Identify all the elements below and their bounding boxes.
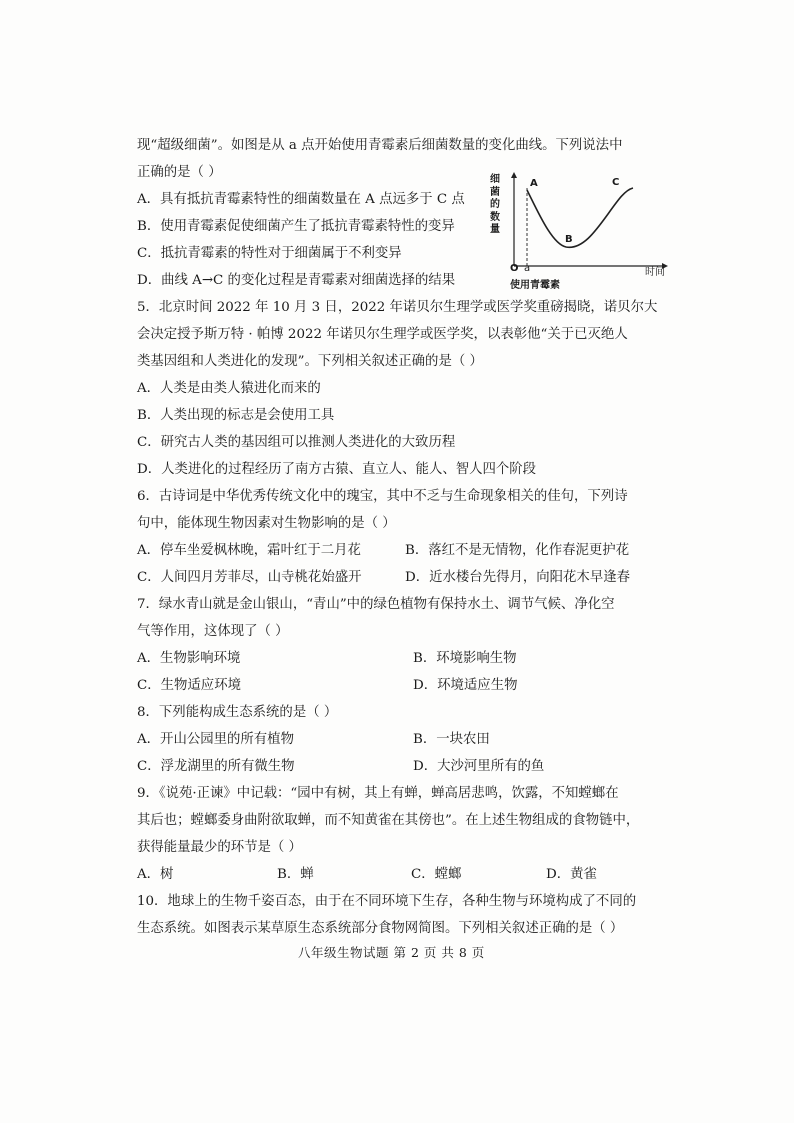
q8-option-c: C．浮龙湖里的所有微生物 bbox=[137, 759, 295, 774]
q9-option-a: A．树 bbox=[137, 867, 174, 882]
q9-stem-line-3: 获得能量最少的环节是（ ） bbox=[137, 840, 302, 855]
q10-stem-line-1: 10．地球上的生物千姿百态，由于在不同环境下生存，各种生物与环境构成了不同的 bbox=[137, 894, 637, 909]
q4-stem-line-2: 正确的是（ ） bbox=[137, 165, 222, 180]
q7-option-d: D．环境适应生物 bbox=[413, 678, 518, 693]
q6-option-c: C．人间四月芳菲尽，山寺桃花始盛开 bbox=[137, 570, 362, 585]
y-axis-arrow bbox=[511, 172, 517, 178]
bacteria-curve bbox=[527, 188, 633, 247]
q7-option-b: B．环境影响生物 bbox=[413, 651, 517, 666]
q9-option-c: C．螳螂 bbox=[411, 867, 462, 882]
q6-option-b: B．落红不是无情物，化作春泥更护花 bbox=[405, 543, 630, 558]
bacteria-curve-chart bbox=[500, 170, 670, 275]
q5-option-b: B．人类出现的标志是会使用工具 bbox=[137, 408, 335, 423]
q7-stem-line-2: 气等作用，这体现了（ ） bbox=[137, 624, 289, 639]
q4-option-d: D．曲线 A→C 的变化过程是青霉素对细菌选择的结果 bbox=[137, 273, 456, 288]
q10-stem-line-2: 生态系统。如图表示某草原生态系统部分食物网简图。下列相关叙述正确的是（ ） bbox=[137, 921, 624, 936]
q5-stem-line-3: 类基因组和人类进化的发现”。下列相关叙述正确的是（ ） bbox=[137, 354, 483, 369]
point-B-label: B bbox=[565, 234, 573, 245]
q4-stem-line-1: 现“超级细菌”。如图是从 a 点开始使用青霉素后细菌数量的变化曲线。下列说法中 bbox=[137, 138, 623, 153]
q6-option-d: D．近水楼台先得月，向阳花木早逢春 bbox=[405, 570, 630, 585]
q6-stem-line-1: 6．古诗词是中华优秀传统文化中的瑰宝，其中不乏与生命现象相关的佳句，下列诗 bbox=[137, 489, 628, 504]
q9-stem-line-1: 9．《说苑·正谏》中记载：“园中有树，其上有蝉，蝉高居悲鸣，饮露，不知螳螂在 bbox=[137, 786, 619, 801]
q5-option-c: C．研究古人类的基因组可以推测人类进化的大致历程 bbox=[137, 435, 456, 450]
q4-option-a: A．具有抵抗青霉素特性的细菌数量在 A 点远多于 C 点 bbox=[137, 192, 465, 207]
q9-stem-line-2: 其后也；螳螂委身曲附欲取蝉，而不知黄雀在其傍也”。在上述生物组成的食物链中， bbox=[137, 813, 640, 828]
q7-option-a: A．生物影响环境 bbox=[137, 651, 241, 666]
q5-option-a: A．人类是由类人猿进化而来的 bbox=[137, 381, 321, 396]
q8-stem: 8．下列能构成生态系统的是（ ） bbox=[137, 705, 338, 720]
point-a-label: a bbox=[524, 263, 531, 274]
q9-option-d: D．黄雀 bbox=[546, 867, 597, 882]
origin-label: O bbox=[510, 263, 519, 274]
point-C-label: C bbox=[612, 177, 620, 188]
q8-option-a: A．开山公园里的所有植物 bbox=[137, 732, 294, 747]
point-A-label: A bbox=[530, 178, 538, 189]
page-footer: 八年级生物试题 第 2 页 共 8 页 bbox=[298, 945, 485, 960]
q6-option-a: A．停车坐爱枫林晚，霜叶红于二月花 bbox=[137, 543, 361, 558]
q5-option-d: D．人类进化的过程经历了南方古猿、直立人、能人、智人四个阶段 bbox=[137, 462, 537, 477]
q9-option-b: B．蝉 bbox=[277, 867, 314, 882]
q5-stem-line-2: 会决定授予斯万特 · 帕博 2022 年诺贝尔生理学或医学奖，以表彰他“关于已灭绝人 bbox=[137, 327, 628, 342]
q7-stem-line-1: 7．绿水青山就是金山银山，“青山”中的绿色植物有保持水土、调节气候、净化空 bbox=[137, 597, 615, 612]
q8-option-d: D．大沙河里所有的鱼 bbox=[413, 759, 545, 774]
q6-stem-line-2: 句中，能体现生物因素对生物影响的是（ ） bbox=[137, 516, 396, 531]
q4-option-b: B．使用青霉素促使细菌产生了抵抗青霉素特性的变异 bbox=[137, 219, 455, 234]
graph-caption: 使用青霉素 bbox=[510, 280, 560, 291]
q8-option-b: B．一块农田 bbox=[413, 732, 490, 747]
q7-option-c: C．生物适应环境 bbox=[137, 678, 241, 693]
x-axis-label: 时间 bbox=[645, 267, 665, 278]
q4-option-c: C．抵抗青霉素的特性对于细菌属于不利变异 bbox=[137, 246, 402, 261]
y-axis-label: 细菌的数量 bbox=[490, 174, 500, 235]
q5-stem-line-1: 5．北京时间 2022 年 10 月 3 日，2022 年诺贝尔生理学或医学奖重磅揭晓，诺贝尔大 bbox=[137, 300, 658, 315]
